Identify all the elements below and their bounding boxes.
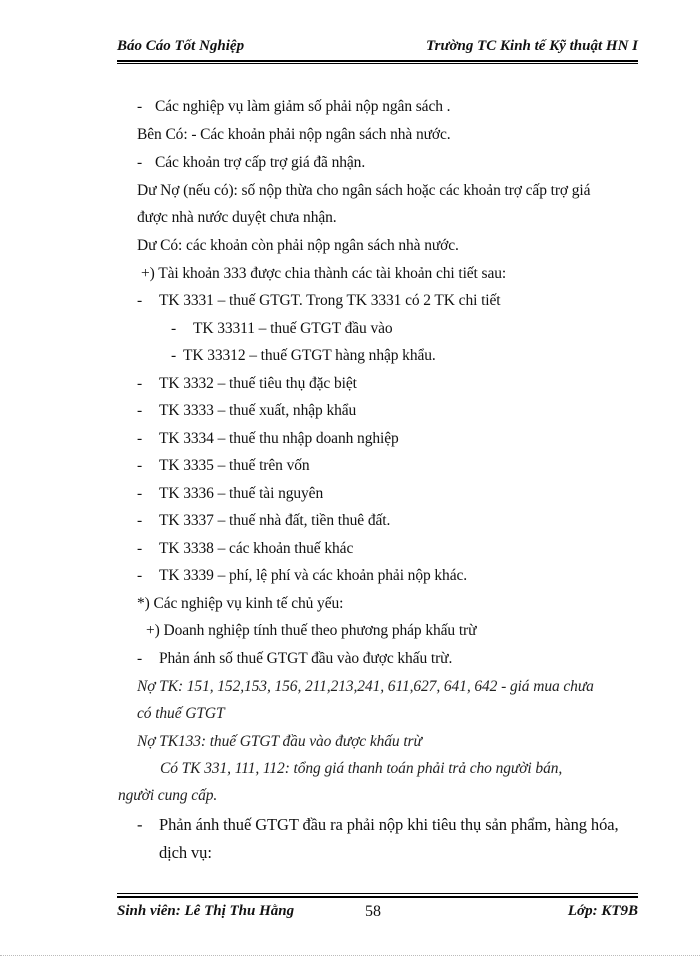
text-line: - TK 33312 – thuế GTGT hàng nhập khẩu.	[171, 347, 436, 364]
text-line: được nhà nước duyệt chưa nhận.	[137, 209, 337, 226]
footer-student-name: Sinh viên: Lê Thị Thu Hằng	[117, 903, 295, 919]
text-line: - TK 3338 – các khoản thuế khác	[137, 540, 354, 557]
text-line: - TK 3332 – thuế tiêu thụ đặc biệt	[137, 375, 357, 392]
text-line: có thuế GTGT	[137, 705, 225, 722]
text-line: - TK 3339 – phí, lệ phí và các khoản phải nộp khác.	[137, 567, 468, 584]
page-number: 58	[365, 903, 381, 920]
text-line: +) Doanh nghiệp tính thuế theo phương pháp khấu trừ	[146, 622, 477, 639]
text-line: - TK 3334 – thuế thu nhập doanh nghiệp	[137, 430, 399, 447]
text-line: dịch vụ:	[159, 843, 212, 862]
text-line: - Các khoản trợ cấp trợ giá đã nhận.	[137, 154, 366, 171]
header-school-name: Trường TC Kinh tế Kỹ thuật HN I	[426, 38, 638, 54]
text-line: người cung cấp.	[118, 787, 218, 804]
page-edge-divider	[0, 955, 700, 956]
text-line: Có TK 331, 111, 112: tổng giá thanh toán phải trả cho người bán,	[160, 760, 563, 777]
text-line: - TK 3333 – thuế xuất, nhập khẩu	[137, 402, 357, 419]
text-line: - TK 3335 – thuế trên vốn	[137, 457, 310, 474]
text-line: *) Các nghiệp vụ kinh tế chủ yếu:	[137, 595, 344, 612]
text-line: - Các nghiệp vụ làm giảm số phải nộp ngân sách .	[137, 98, 451, 115]
text-line: Dư Nợ (nếu có): số nộp thừa cho ngân sách hoặc các khoản trợ cấp trợ giá	[137, 182, 591, 199]
text-line: - Phản ánh thuế GTGT đầu ra phải nộp khi tiêu thụ sản phẩm, hàng hóa,	[137, 815, 619, 834]
header-report-title: Báo Cáo Tốt Nghiệp	[117, 38, 245, 54]
text-line: Nợ TK133: thuế GTGT đầu vào được khấu trừ	[137, 733, 422, 750]
footer-rule-thick	[117, 896, 638, 898]
text-line: Bên Có: - Các khoản phải nộp ngân sách nhà nước.	[137, 126, 451, 143]
text-line: Nợ TK: 151, 152,153, 156, 211,213,241, 611,627, 641, 642 - giá mua chưa	[137, 678, 594, 695]
text-line: - TK 3331 – thuế GTGT. Trong TK 3331 có 2 TK chi tiết	[137, 292, 501, 309]
footer-class: Lớp: KT9B	[567, 903, 638, 919]
text-line: - TK 33311 – thuế GTGT đầu vào	[171, 320, 393, 337]
text-line: - TK 3337 – thuế nhà đất, tiền thuê đất.	[137, 512, 391, 529]
text-line: - Phản ánh số thuế GTGT đầu vào được khấu trừ.	[137, 650, 453, 667]
text-line: - TK 3336 – thuế tài nguyên	[137, 485, 324, 502]
text-line: +) Tài khoản 333 được chia thành các tài khoản chi tiết sau:	[141, 265, 507, 282]
footer-rule	[117, 893, 638, 894]
text-line: Dư Có: các khoản còn phải nộp ngân sách nhà nước.	[137, 237, 459, 254]
